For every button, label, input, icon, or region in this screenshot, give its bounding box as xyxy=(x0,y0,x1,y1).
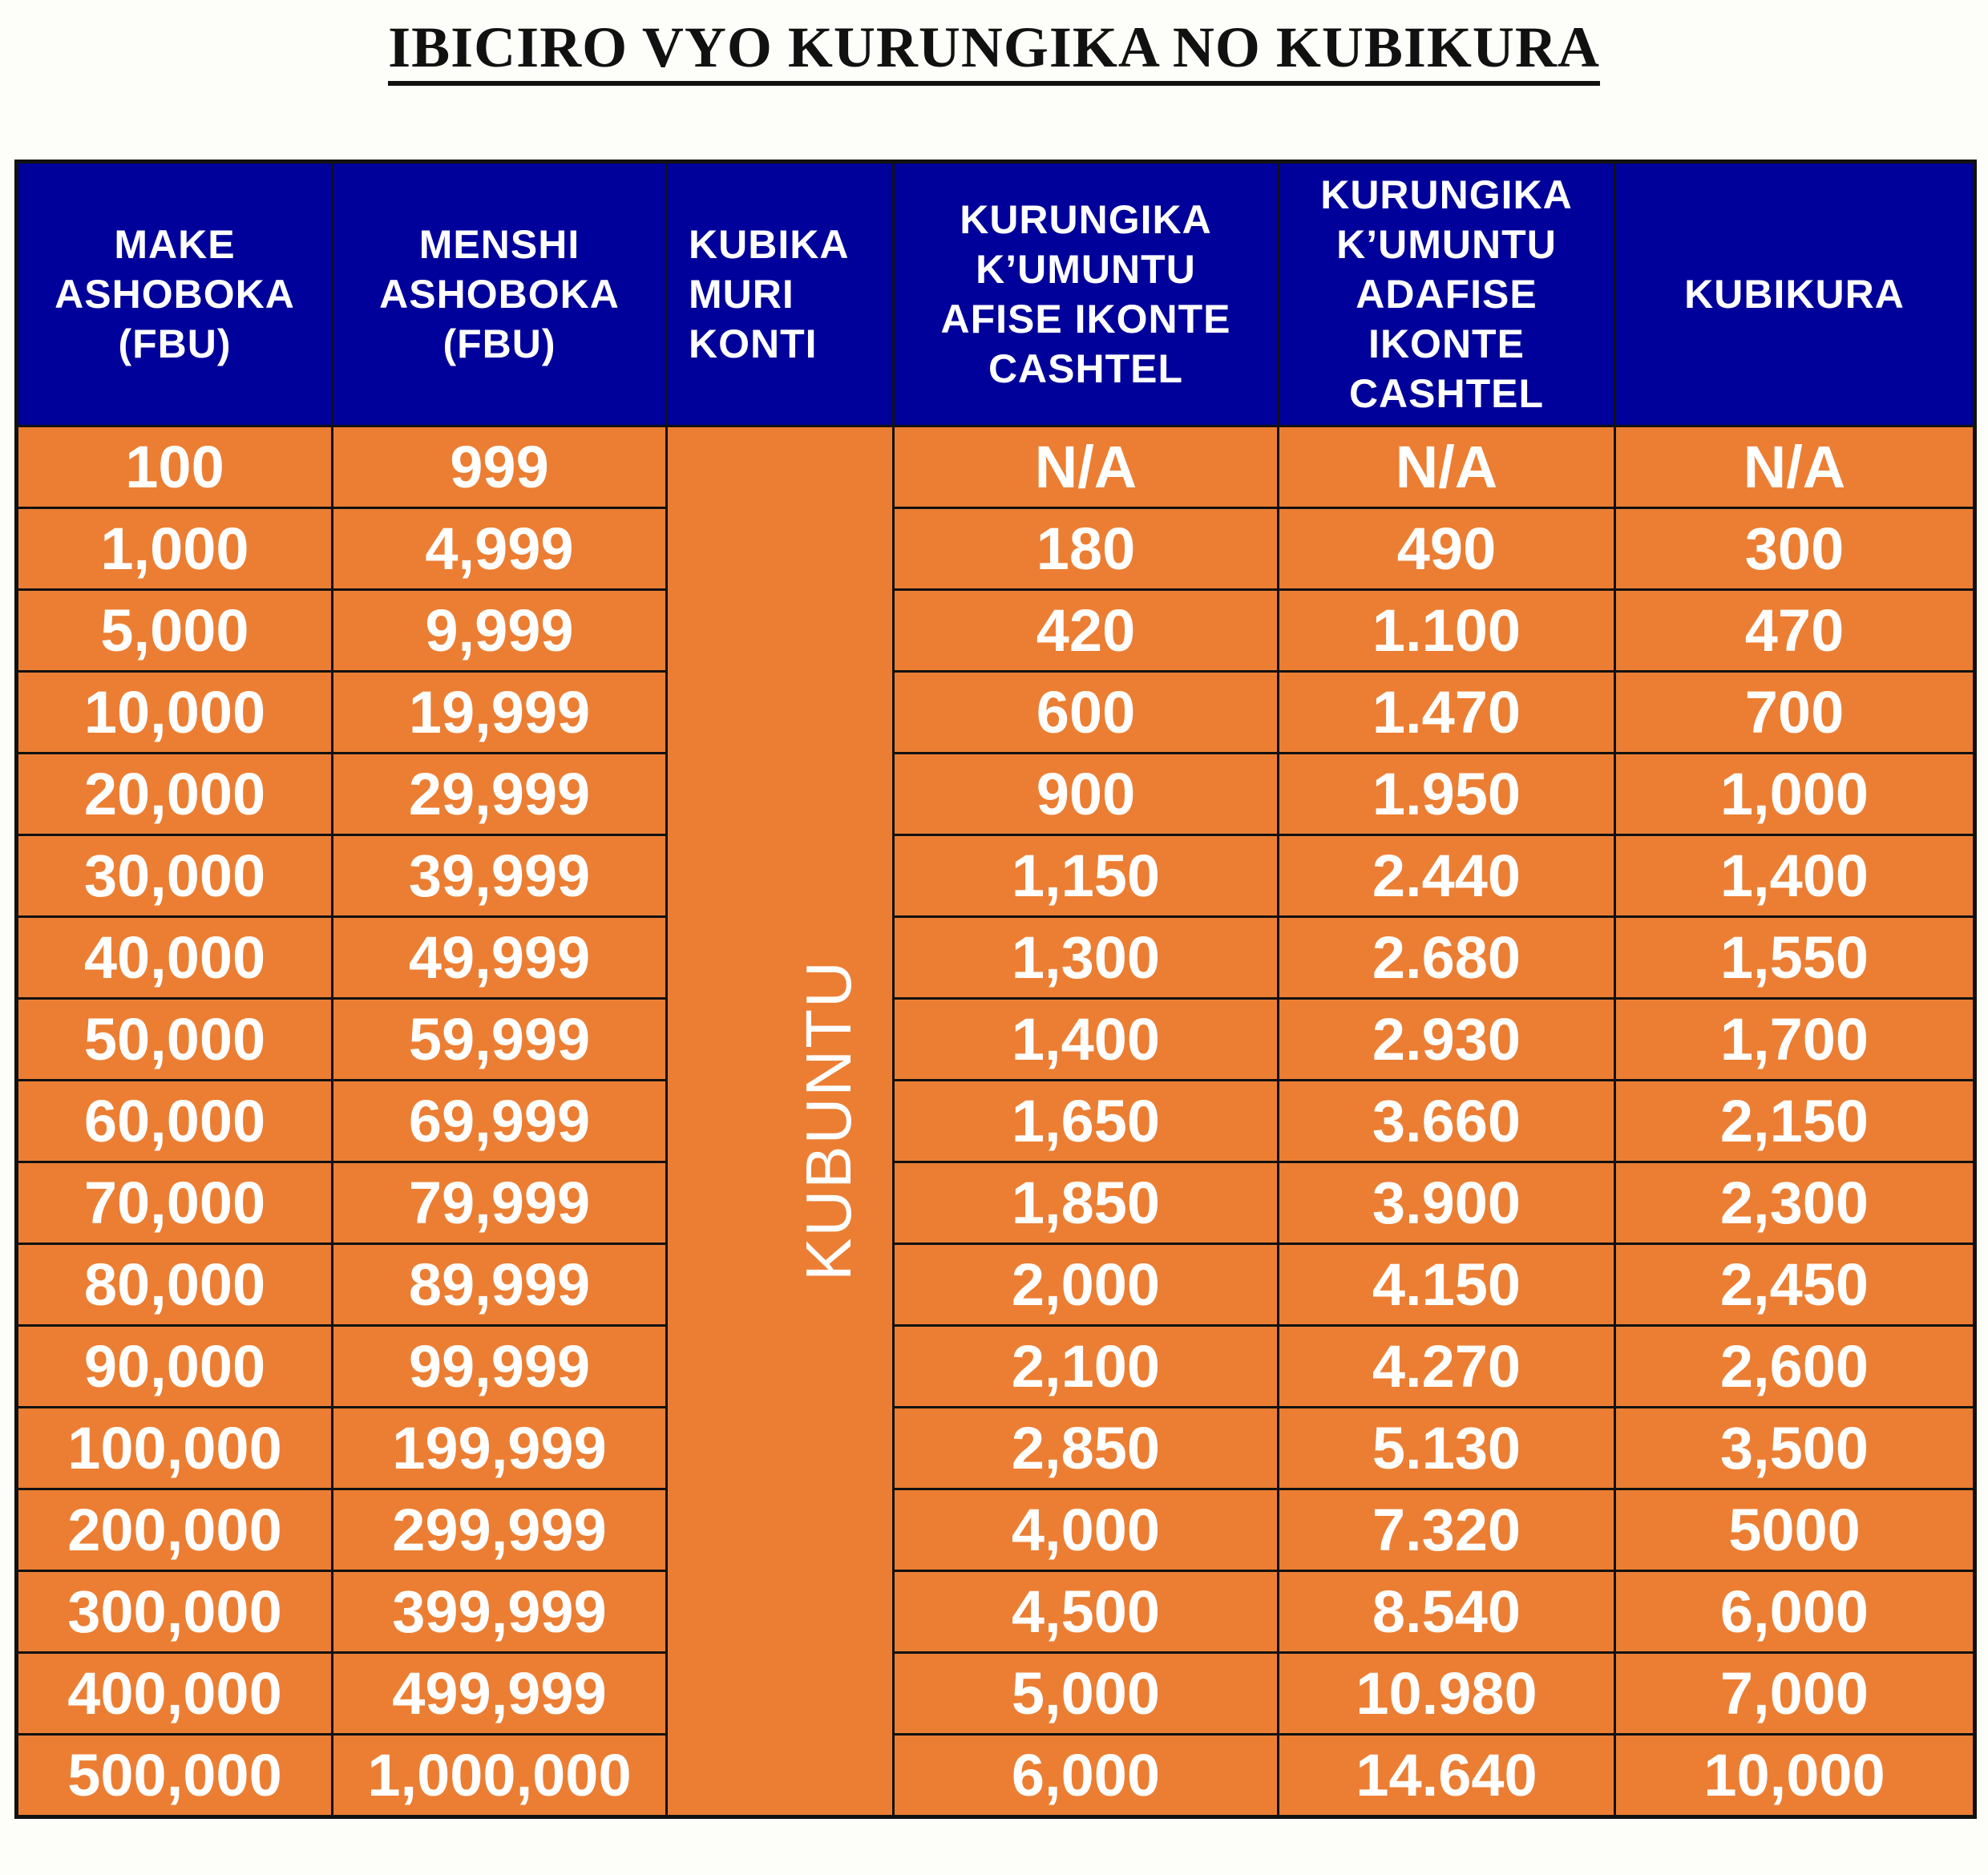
cell-max-amount: 299,999 xyxy=(333,1489,667,1571)
cell-withdraw: 2,300 xyxy=(1615,1162,1975,1244)
table-row xyxy=(17,1408,1975,1489)
cell-send-unregistered: 10.980 xyxy=(1279,1653,1615,1735)
cell-send-registered: 2,000 xyxy=(894,1244,1279,1326)
fee-table-body xyxy=(17,426,1975,1817)
cell-max-amount: 199,999 xyxy=(333,1408,667,1489)
cell-withdraw: 700 xyxy=(1615,672,1975,754)
cell-send-registered: 1,850 xyxy=(894,1162,1279,1244)
table-row xyxy=(17,999,1975,1081)
header-max-amount xyxy=(333,162,667,426)
header-line: IKONTE xyxy=(1368,321,1525,366)
cell-send-unregistered: 2.680 xyxy=(1279,917,1615,999)
header-line: ADAFISE xyxy=(1356,272,1537,317)
cell-send-registered: 2,850 xyxy=(894,1408,1279,1489)
header-line: KUBIKA xyxy=(689,222,850,267)
cell-withdraw: 2,600 xyxy=(1615,1326,1975,1408)
header-line: CASHTEL xyxy=(1348,371,1545,416)
cell-max-amount: 79,999 xyxy=(333,1162,667,1244)
cell-withdraw: 7,000 xyxy=(1615,1653,1975,1735)
fee-table xyxy=(14,160,1977,1819)
cell-send-unregistered: 3.660 xyxy=(1279,1081,1615,1162)
cell-withdraw: 10,000 xyxy=(1615,1735,1975,1817)
cell-max-amount: 99,999 xyxy=(333,1326,667,1408)
cell-min-amount: 10,000 xyxy=(17,672,333,754)
cell-send-unregistered: 1.100 xyxy=(1279,590,1615,672)
cell-max-amount: 49,999 xyxy=(333,917,667,999)
header-line: KONTI xyxy=(689,321,818,366)
table-row xyxy=(17,1162,1975,1244)
cell-withdraw: 1,400 xyxy=(1615,835,1975,917)
page-title xyxy=(0,11,1988,83)
cell-max-amount: 999 xyxy=(333,426,667,508)
page-title-text: IBICIRO VYO KURUNGIKA NO KUBIKURA xyxy=(388,15,1600,86)
cell-withdraw: 1,700 xyxy=(1615,999,1975,1081)
cell-min-amount: 200,000 xyxy=(17,1489,333,1571)
cell-send-registered: 5,000 xyxy=(894,1653,1279,1735)
cell-send-unregistered: 3.900 xyxy=(1279,1162,1615,1244)
table-row xyxy=(17,1653,1975,1735)
cell-max-amount: 29,999 xyxy=(333,754,667,835)
cell-max-amount: 399,999 xyxy=(333,1571,667,1653)
header-line: KURUNGIKA xyxy=(1320,172,1573,217)
table-row xyxy=(17,917,1975,999)
cell-max-amount: 9,999 xyxy=(333,590,667,672)
cell-send-registered: 420 xyxy=(894,590,1279,672)
cell-send-unregistered: 1.950 xyxy=(1279,754,1615,835)
cell-send-registered: 6,000 xyxy=(894,1735,1279,1817)
table-row xyxy=(17,590,1975,672)
table-row xyxy=(17,835,1975,917)
header-send-registered xyxy=(894,162,1279,426)
cell-min-amount: 50,000 xyxy=(17,999,333,1081)
cell-send-registered: 1,150 xyxy=(894,835,1279,917)
header-line: K’UMUNTU xyxy=(1336,222,1557,267)
table-row xyxy=(17,1081,1975,1162)
cell-min-amount: 400,000 xyxy=(17,1653,333,1735)
header-line: KURUNGIKA xyxy=(960,197,1212,242)
cell-withdraw: 1,550 xyxy=(1615,917,1975,999)
table-row xyxy=(17,508,1975,590)
cell-withdraw: 3,500 xyxy=(1615,1408,1975,1489)
cell-max-amount: 69,999 xyxy=(333,1081,667,1162)
table-row xyxy=(17,1244,1975,1326)
cell-withdraw: N/A xyxy=(1615,426,1975,508)
cell-max-amount: 4,999 xyxy=(333,508,667,590)
cell-max-amount: 499,999 xyxy=(333,1653,667,1735)
cell-min-amount: 5,000 xyxy=(17,590,333,672)
cell-send-registered: 1,650 xyxy=(894,1081,1279,1162)
cell-send-registered: 4,000 xyxy=(894,1489,1279,1571)
cell-max-amount: 1,000,000 xyxy=(333,1735,667,1817)
header-line: AFISE IKONTE xyxy=(940,297,1231,341)
cell-min-amount: 100,000 xyxy=(17,1408,333,1489)
table-row xyxy=(17,1326,1975,1408)
header-deposit xyxy=(667,162,894,426)
cell-max-amount: 59,999 xyxy=(333,999,667,1081)
cell-send-unregistered: 1.470 xyxy=(1279,672,1615,754)
table-row xyxy=(17,1571,1975,1653)
deposit-free-label: KUBUNTU xyxy=(792,960,864,1281)
cell-send-registered: 2,100 xyxy=(894,1326,1279,1408)
cell-deposit-merged xyxy=(667,426,894,1817)
header-line: ASHOBOKA xyxy=(379,272,620,317)
header-line: MAKE xyxy=(114,222,236,267)
cell-send-unregistered: 8.540 xyxy=(1279,1571,1615,1653)
cell-max-amount: 39,999 xyxy=(333,835,667,917)
cell-send-unregistered: 2.440 xyxy=(1279,835,1615,917)
cell-withdraw: 2,150 xyxy=(1615,1081,1975,1162)
cell-withdraw: 470 xyxy=(1615,590,1975,672)
header-line: MURI xyxy=(689,272,794,317)
table-row xyxy=(17,1735,1975,1817)
cell-min-amount: 30,000 xyxy=(17,835,333,917)
cell-send-registered: 1,400 xyxy=(894,999,1279,1081)
header-line: (FBU) xyxy=(118,321,232,366)
header-line: CASHTEL xyxy=(988,346,1184,391)
cell-withdraw: 1,000 xyxy=(1615,754,1975,835)
cell-withdraw: 6,000 xyxy=(1615,1571,1975,1653)
cell-max-amount: 19,999 xyxy=(333,672,667,754)
table-row xyxy=(17,672,1975,754)
cell-min-amount: 1,000 xyxy=(17,508,333,590)
cell-withdraw: 5000 xyxy=(1615,1489,1975,1571)
cell-min-amount: 90,000 xyxy=(17,1326,333,1408)
cell-send-registered: 600 xyxy=(894,672,1279,754)
cell-send-registered: N/A xyxy=(894,426,1279,508)
header-row xyxy=(17,162,1975,426)
cell-send-unregistered: 5.130 xyxy=(1279,1408,1615,1489)
header-line: (FBU) xyxy=(442,321,556,366)
header-withdraw xyxy=(1615,162,1975,426)
cell-send-unregistered: N/A xyxy=(1279,426,1615,508)
cell-send-unregistered: 2.930 xyxy=(1279,999,1615,1081)
cell-min-amount: 60,000 xyxy=(17,1081,333,1162)
cell-max-amount: 89,999 xyxy=(333,1244,667,1326)
table-row xyxy=(17,426,1975,508)
cell-min-amount: 70,000 xyxy=(17,1162,333,1244)
cell-withdraw: 2,450 xyxy=(1615,1244,1975,1326)
table-row xyxy=(17,754,1975,835)
cell-send-unregistered: 14.640 xyxy=(1279,1735,1615,1817)
cell-send-unregistered: 4.270 xyxy=(1279,1326,1615,1408)
cell-min-amount: 300,000 xyxy=(17,1571,333,1653)
cell-min-amount: 20,000 xyxy=(17,754,333,835)
cell-send-unregistered: 4.150 xyxy=(1279,1244,1615,1326)
cell-min-amount: 80,000 xyxy=(17,1244,333,1326)
cell-min-amount: 100 xyxy=(17,426,333,508)
header-line: KUBIKURA xyxy=(1684,272,1905,317)
cell-send-registered: 900 xyxy=(894,754,1279,835)
cell-send-registered: 180 xyxy=(894,508,1279,590)
cell-min-amount: 500,000 xyxy=(17,1735,333,1817)
header-line: ASHOBOKA xyxy=(55,272,295,317)
cell-send-unregistered: 490 xyxy=(1279,508,1615,590)
header-line: K’UMUNTU xyxy=(976,247,1196,292)
header-line: MENSHI xyxy=(418,222,580,267)
cell-min-amount: 40,000 xyxy=(17,917,333,999)
cell-send-registered: 4,500 xyxy=(894,1571,1279,1653)
cell-send-unregistered: 7.320 xyxy=(1279,1489,1615,1571)
header-min-amount xyxy=(17,162,333,426)
header-send-unregistered xyxy=(1279,162,1615,426)
cell-send-registered: 1,300 xyxy=(894,917,1279,999)
cell-withdraw: 300 xyxy=(1615,508,1975,590)
table-row xyxy=(17,1489,1975,1571)
